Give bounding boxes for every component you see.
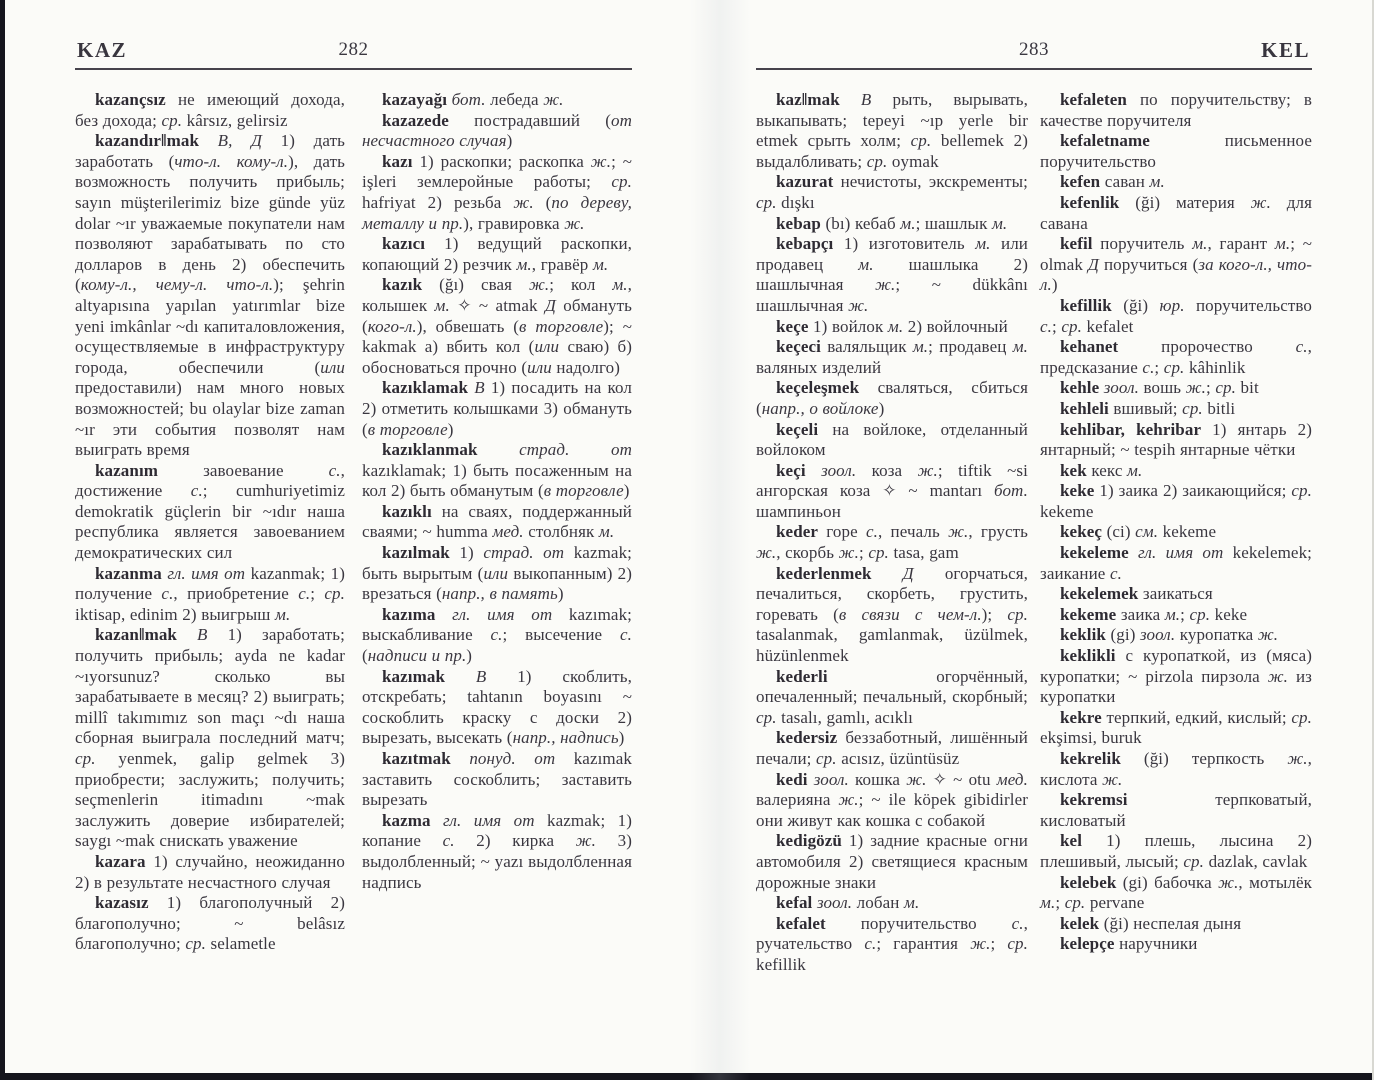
dictionary-entry: kaz‖mak В рыть, вырывать, выкапывать; tepeyi ~ıp yerle bir etmek срыть холм; ср. bellemek 2) выдалбливать; ср. oymak [756, 90, 1028, 171]
dictionary-entry: kedi зоол. кошка ж. ✧ ~ otu мед. валерияна ж.; ~ ile köpek gibidirler они живут как кошка с собакой [756, 769, 1028, 830]
dictionary-entry: kazıtmak понуд. от kazımak заставить соскоблить; заставить вырезать [362, 749, 632, 810]
page-right-header [756, 38, 1312, 70]
dictionary-entry: kazılmak 1) страд. от kazmak; быть вырытым (или выкопанным) 2) врезаться (напр., в память) [362, 543, 632, 604]
dictionary-entry: kazurat нечистоты, экскременты; ср. dışkı [756, 172, 1028, 212]
dictionary-entry: kekeme заика м.; ср. keke [1060, 604, 1248, 624]
dictionary-entry: kelebek (gi) бабочка ж., мотылёк м.; ср. pervane [1040, 872, 1312, 913]
dictionary-entry: keçe 1) войлок м. 2) войлочный [776, 316, 1008, 336]
dictionary-entry: kazıklanmak страд. от kazıklamak; 1) быть посаженным на кол 2) быть обманутым (в торговле) [362, 440, 632, 501]
dictionary-entry: kazasız 1) благополучный 2) благополучно; ~ belâsız благополучно; ср. selametle [75, 893, 345, 954]
dictionary-entry: kefaletname письменное поручительство [1040, 131, 1312, 171]
dictionary-entry: kedigözü 1) задние красные огни автомобиля 2) светящиеся красным дорожные знаки [756, 831, 1028, 892]
dictionary-entry: kazazede пострадавший (от несчастного случая) [362, 110, 632, 151]
dictionary-entry: kebapçı 1) изготовитель м. или продавец м. шашлыка 2) шашлычная ж.; ~ dükkânı шашлычная ж. [756, 234, 1028, 315]
dictionary-entry: kazara 1) случайно, неожиданно 2) в результате несчастного случая [75, 851, 345, 892]
dictionary-entry: kazma гл. имя от kazmak; 1) копание с. 2) кирка ж. 3) выдолбленный; ~ yazı выдолбленная надпись [362, 810, 632, 892]
page-right [756, 38, 1313, 974]
dictionary-entry: keder горе с., печаль ж., грусть ж., скорбь ж.; ср. tasa, gam [756, 522, 1028, 563]
guide-word-right: KEL [1261, 38, 1310, 62]
dictionary-entry: kehle зоол. вошь ж.; ср. bit [1060, 378, 1259, 398]
dictionary-entry: kefen саван м. [1060, 172, 1165, 192]
dictionary-entry: kehlibar, kehribar 1) янтарь 2) янтарный; ~ tespih янтарные чётки [1040, 419, 1312, 460]
dictionary-entry: kedersiz беззаботный, лишённый печали; ср. acısız, üzüntüsüz [756, 728, 1028, 768]
dictionary-entry: kelepçe наручники [1060, 934, 1198, 954]
dictionary-entry: kekre терпкий, едкий, кислый; ср. ekşimsi, buruk [1040, 707, 1312, 748]
dictionary-entry: kefil поручитель м., гарант м.; ~ olmak Д поручиться (за кого-л., что-л.) [1040, 234, 1312, 295]
scan-edge-bottom [0, 1073, 1374, 1080]
page-left [75, 38, 633, 954]
dictionary-entry: keçi зоол. коза ж.; tiftik ~si ангорская коза ✧ ~ mantarı бот. шампиньон [756, 460, 1028, 521]
dictionary-entry: kefal зоол. лобан м. [776, 893, 920, 913]
column-1 [75, 90, 345, 955]
dictionary-entry: kefalet поручительство с., ручательство с.; гарантия ж.; ср. kefillik [756, 913, 1029, 974]
dictionary-entry: keçeli на войлоке, отделанный войлоком [756, 419, 1028, 460]
page-number-right: 283 [1019, 39, 1049, 60]
dictionary-entry: kehanet пророчество с., предсказание с.; ср. kâhinlik [1040, 337, 1312, 377]
dictionary-entry: kazanma гл. имя от kazanmak; 1) получение с., приобретение с.; ср. iktisap, edinim 2) выигрыш м. [75, 563, 345, 624]
dictionary-entry: kazayağı бот. лебеда ж. [382, 90, 564, 109]
dictionary-entry: kazan‖mak В 1) заработать; получить прибыль; ayda ne kadar ~ıyorsunuz? сколько вы зарабатываете в месяц? 2) выиграть; millî takımımız son maçı ~dı наша сборная выиграла последний матч; ср. yenmek, galip gelmek 3) приобрести; заслужить; получить; seçmenlerin itimadını ~mak заслужить доверие избирателей; saygı ~mak снискать уважение [75, 625, 345, 851]
dictionary-entry: kekeleme гл. имя от kekelemek; заикание с. [1040, 543, 1312, 583]
guide-word-left: KAZ [77, 38, 128, 62]
scan-edge-left [0, 0, 5, 1080]
dictionary-entry: kederlenmek Д огорчаться, печалиться, скорбеть, грустить, горевать (в связи с чем-л.); ср. tasalanmak, gamlanmak, üzülmek, hüzünlenmek [756, 563, 1029, 666]
dictionary-entry: kazımak В 1) скоблить, отскребать; tahtanın boyasını ~ соскоблить краску с доски 2) вырезать, высекать (напр., надпись) [362, 666, 632, 748]
dictionary-entry: kazıklamak В 1) посадить на кол 2) отметить колышками 3) обмануть (в торговле) [362, 378, 632, 439]
dictionary-entry: kazandır‖mak В, Д 1) дать заработать (что-л. кому-л.), дать возможность получить прибыль; sayın müşterilerimiz bize günde yüz dolar ~ır уважаемые покупатели нам позволяют зарабатывать по сто долларов в день 2) обеспечить (кому-л., чему-л. что-л.); şehrin altyapısına yapılan yatırımlar bize yeni imkânlar ~dı капиталовложения, осуществляемые в инфраструктуру города, обеспечили (или предоставили) нам много новых возможностей; bu olaylar bize zaman ~ır эти события позволят нам выиграть время [75, 131, 346, 460]
dictionary-entry: kefillik (ği) юр. поручительство с.; ср. kefalet [1040, 295, 1312, 336]
page-number-left: 282 [338, 39, 369, 60]
column-3 [756, 90, 1028, 976]
dictionary-entry: keçeci валяльщик м.; продавец м. валяных изделий [756, 337, 1028, 377]
column-2 [362, 90, 632, 893]
dictionary-entry: kebap (bı) кебаб м.; шашлык м. [776, 213, 1008, 233]
dictionary-entry: kazıma гл. имя от kazımak; выскабливание с.; высечение с. (надписи и пр.) [362, 604, 632, 666]
dictionary-entry: kehleli вшивый; ср. bitli [1060, 398, 1236, 418]
dictionary-entry: kekelemek заикаться [1060, 584, 1213, 604]
dictionary-entry: kazıcı 1) ведущий раскопки, копающий 2) резчик м., гравёр м. [362, 234, 632, 274]
dictionary-entry: kefaleten по поручительству; в качестве поручителя [1040, 90, 1312, 130]
dictionary-entry: kederli огорчённый, опечаленный; печальный, скорбный; ср. tasalı, gamlı, acıklı [756, 666, 1028, 727]
dictionary-entry: keklik (gi) зоол. куропатка ж. [1060, 625, 1279, 645]
dictionary-entry: keke 1) заика 2) заикающийся; ср. kekeme [1040, 481, 1312, 521]
dictionary-entry: keklikli с куропаткой, из (мяса) куропатки; ~ pirzola пирзола ж. из куропатки [1040, 646, 1312, 707]
page-left-header [75, 38, 632, 70]
dictionary-entry: kazık (ğı) свая ж.; кол м., колышек м. ✧ ~ atmak Д обмануть (кого-л.), обвешать (в торговле); ~ kakmak а) вбить кол (или сваю) б) обосноваться прочно (или надолго) [362, 275, 633, 377]
dictionary-entry: kazanım завоевание с., достижение с.; cumhuriyetimiz demokratik güçlerin bir ~ıdır наша республика является завоеванием демократических сил [75, 460, 345, 563]
dictionary-entry: kel 1) плешь, лысина 2) плешивый, лысый; ср. dazlak, cavlak [1040, 831, 1312, 871]
dictionary-entry: kekremsi терпковатый, кисловатый [1040, 790, 1312, 830]
dictionary-entry: keçeleşmek сваляться, сбиться (напр., о войлоке) [756, 378, 1028, 418]
dictionary-entry: kazançsız не имеющий дохода, без дохода; ср. kârsız, gelirsiz [75, 90, 345, 130]
dictionary-entry: kazıklı на сваях, поддержанный сваями; ~ humma мед. столбняк м. [362, 501, 632, 542]
dictionary-entry: kekeç (ci) см. kekeme [1060, 522, 1217, 542]
dictionary-entry: kelek (ği) неспелая дыня [1060, 913, 1242, 933]
dictionary-entry: kekrelik (ği) терпкость ж., кислота ж. [1040, 749, 1312, 789]
dictionary-entry: kek кекс м. [1060, 460, 1143, 480]
column-4 [1040, 90, 1312, 955]
page-gutter-shadow [690, 0, 750, 1080]
dictionary-entry: kazı 1) раскопки; раскопка ж.; ~ işleri землеройные работы; ср. hafriyat 2) резьба ж. (по дереву, металлу и пр.), гравировка ж. [362, 151, 633, 233]
dictionary-entry: kefenlik (ği) материя ж. для савана [1040, 192, 1313, 233]
